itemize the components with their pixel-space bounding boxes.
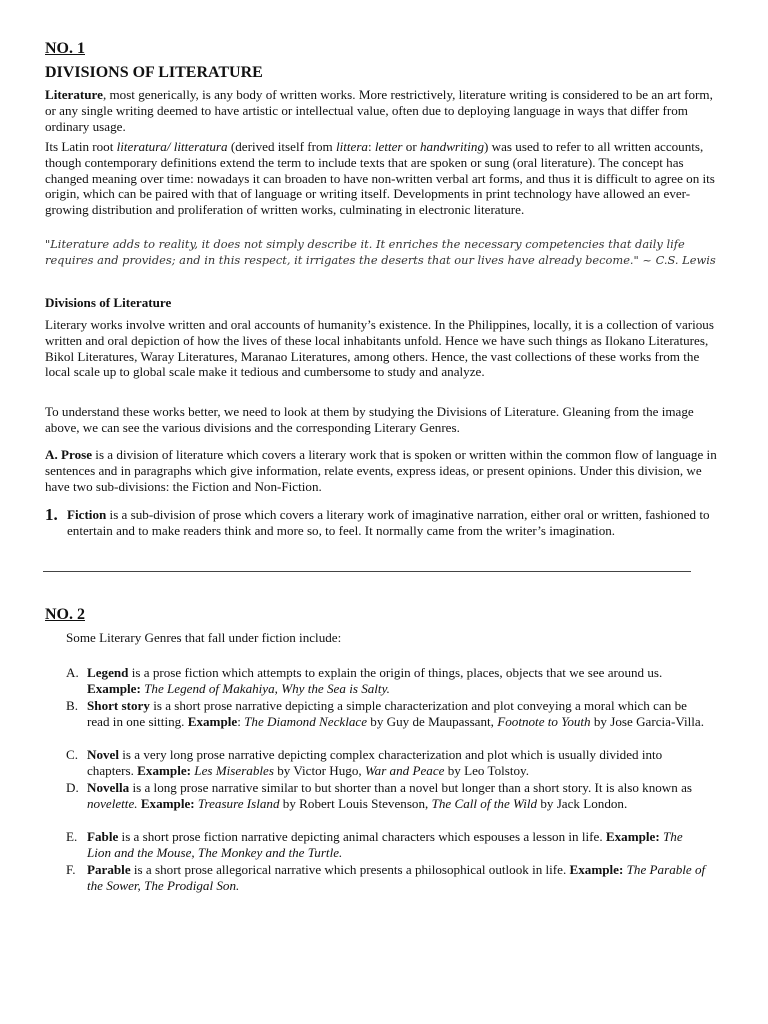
list-item-text: [87, 747, 707, 779]
paragraph-fiction: [67, 507, 722, 539]
item-text: :: [237, 713, 245, 729]
paragraph-text: :: [367, 139, 375, 154]
list-letter: E.: [66, 829, 78, 844]
example-title: Treasure Island: [197, 795, 280, 811]
paragraph-text: is a sub-division of prose which covers a literary work of imaginative narration, either oral or written, fashioned to entertain and to make readers think and more so, to feel. It normally came from the writer’s imagination.: [67, 507, 710, 538]
item-text: is a long prose narrative similar to but shorter than a novel but longer than a short story. It is also known as: [129, 780, 692, 795]
list-item-text: [87, 862, 707, 894]
list-item-text: [87, 780, 707, 812]
list-letter: D.: [66, 780, 79, 795]
paragraph-text: or: [402, 139, 420, 154]
section-divider: [43, 571, 691, 572]
list-item-text: [87, 829, 707, 861]
term-literature: Literature: [45, 87, 103, 102]
example-label: Example:: [140, 795, 195, 811]
paragraph-text: , most generically, is any body of written works. More restrictively, literature writing is considered to be an art form, or any single writing deemed to have artistic or intellectual value, often due to deploying language in ways that differ from ordinary usage.: [45, 87, 713, 134]
section-number-1: NO. 1: [45, 40, 85, 57]
genre-term: Novel: [87, 747, 119, 762]
item-text: by Leo Tolstoy.: [444, 762, 530, 778]
genre-term: Fable: [87, 829, 119, 844]
paragraph-literature-definition: [45, 87, 725, 134]
example-label: Example:: [605, 829, 660, 844]
paragraph-text: (derived itself from: [227, 139, 336, 154]
item-text: is a short prose narrative depicting a simple characterization and plot conveying a moral which can be read in one sitting.: [87, 698, 687, 729]
example-title: The Legend of Makahiya, Why the Sea is Salty.: [144, 680, 390, 696]
genre-term: Legend: [87, 665, 129, 680]
example-label: Example:: [137, 762, 191, 778]
item-text: is a very long prose narrative depicting complex characterization and plot which is usually divided into chapters.: [87, 747, 663, 778]
paragraph-literary-works: Literary works involve written and oral accounts of humanity’s existence. In the Philippines, locally, it is a collection of various written and oral depiction of how the lives of these local inhabitants unfold. Hence we have such things as Ilokano Literatures, Bikol Literatures, Waray Literatures, Maranao Literatures, among others. Hence, the vast collections of these works from the local scale up to global scale make it tedious and cumbersome to study and analyze.: [45, 317, 714, 380]
item-text: is a short prose allegorical narrative which presents a philosophical outlook in life.: [130, 862, 570, 877]
fiction-number: 1.: [45, 505, 58, 524]
example-label: Example: [187, 713, 238, 729]
paragraph-understand: To understand these works better, we need to look at them by studying the Divisions of Literature. Gleaning from the image above, we can see the various divisions and the corresponding Literary Genres.: [45, 404, 694, 435]
item-text: by Guy de Maupassant,: [367, 713, 498, 729]
paragraph-text: is a division of literature which covers a literary work that is spoken or written within the common flow of language in sentences and in paragraphs which give information, relate events, express ideas, or present opinions. Under this division, we have two sub-divisions: the Fiction and Non-Fiction.: [45, 447, 717, 494]
example-title: The Parable of the Sower, The Prodigal Son.: [87, 862, 706, 893]
example-label: Example:: [569, 862, 624, 877]
subheading-divisions: Divisions of Literature: [45, 295, 172, 310]
item-text: is a prose fiction which attempts to explain the origin of things, places, objects that we see around us.: [128, 665, 663, 680]
section-number-2: NO. 2: [45, 606, 85, 623]
item-text: by Jose Garcia-Villa.: [590, 713, 704, 729]
list-letter: F.: [66, 862, 76, 877]
example-title: Les Miserables: [194, 762, 274, 778]
example-title: Footnote to Youth: [497, 713, 591, 729]
term-fiction: Fiction: [67, 507, 107, 522]
item-text: is a short prose fiction narrative depicting animal characters which espouses a lesson in life.: [118, 829, 606, 844]
example-title: The Lion and the Mouse, The Monkey and the Turtle.: [87, 829, 683, 860]
example-title: War and Peace: [364, 762, 445, 778]
genres-intro: Some Literary Genres that fall under fiction include:: [66, 630, 342, 645]
item-text: by Robert Louis Stevenson,: [279, 795, 432, 811]
example-title: novelette.: [87, 795, 138, 811]
paragraph-prose: [45, 447, 725, 494]
list-letter: A.: [66, 665, 79, 680]
paragraph-text: ) was used to refer to all written accounts, though contemporary definitions extend the term to include texts that are spoken or sung (oral literature). The concept has changed meaning over time: nowadays it can broaden to have non-written verbal art forms, and thus it is difficult to agree on its origin, which can be paired with that of language or writing itself. Developments in print technology have allowed an ever-growing distribution and proliferation of written works, culminating in electronic literature.: [45, 139, 715, 218]
example-title: The Call of the Wild: [431, 795, 538, 811]
list-item-text: [87, 698, 707, 730]
example-label: Example:: [87, 680, 141, 696]
list-letter: B.: [66, 698, 79, 713]
paragraph-latin-root: [45, 139, 725, 218]
item-text: by Jack London.: [537, 795, 628, 811]
list-item-text: [87, 665, 707, 697]
section-title: DIVISIONS OF LITERATURE: [45, 64, 263, 81]
term-prose: A. Prose: [45, 447, 93, 462]
italic-term: letter: [374, 139, 403, 154]
paragraph-text: Its Latin root: [45, 139, 117, 154]
italic-term: littera: [335, 139, 368, 154]
genre-term: Parable: [87, 862, 131, 877]
list-letter: C.: [66, 747, 79, 762]
example-title: The Diamond Necklace: [244, 713, 368, 729]
lewis-quote: "Literature adds to reality, it does not simply describe it. It enriches the necessary competencies that daily life requires and provides; and in this respect, it irrigates the deserts that our lives have already become." ~ C.S. Lewis: [45, 237, 716, 267]
item-text: by Victor Hugo,: [273, 762, 365, 778]
italic-term: literatura/ litteratura: [116, 139, 228, 154]
genre-term: Novella: [87, 780, 130, 795]
genre-term: Short story: [87, 698, 150, 713]
italic-term: handwriting: [420, 139, 485, 154]
